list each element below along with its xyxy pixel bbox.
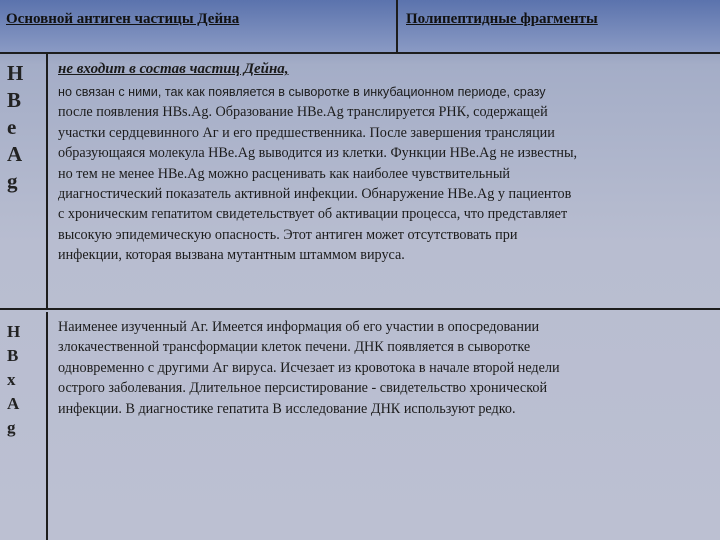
text-line: образующаяся молекула HBe.Ag выводится из клетки. Функции HBe.Ag не известны,	[58, 145, 578, 162]
label-letter: B	[7, 346, 19, 365]
text-line: диагностический показатель активной инфекции. Обнаружение HBe.Ag у пациентов	[58, 186, 572, 203]
hbeag-description	[58, 82, 710, 266]
text-line: злокачественной трансформации клеток печени. ДНК появляется в сыворотке	[58, 339, 531, 356]
text-line: Наименее изученный Аг. Имеется информация об его участии в опосредовании	[58, 319, 540, 335]
label-letter: e	[7, 115, 17, 139]
label-letter: x	[7, 370, 16, 389]
hbeag-subheading: не входит в состав частиц Дейна,	[58, 61, 289, 77]
row-label-cell	[0, 312, 48, 540]
label-letter: A	[7, 142, 23, 166]
table-header-row	[0, 0, 720, 54]
label-letter: A	[7, 394, 20, 413]
text-line: одновременно с другими Аг вируса. Исчезает из кровотока в начале второй недели	[58, 359, 560, 376]
row-content-hbeag	[58, 60, 710, 266]
text-line: острого заболевания. Длительное персистирование - свидетельство хронической	[58, 380, 548, 397]
table-row-hbxag	[0, 312, 720, 540]
hbxag-description	[58, 317, 710, 419]
text-line: участки сердцевинного Аг и его предшественника. После завершения трансляции	[58, 124, 555, 141]
row-label-cell	[0, 54, 48, 308]
row-content-hbxag	[58, 317, 710, 419]
row-label-hbeag	[7, 60, 23, 195]
text-line: инфекции, которая вызвана мутантным штаммом вируса.	[58, 247, 405, 264]
text-line: высокую эпидемическую опасность. Этот антиген может отсутствовать при	[58, 226, 518, 243]
text-line: но тем не менее HBe.Ag можно расценивать как наиболее чувствительный	[58, 165, 510, 182]
label-letter: B	[7, 88, 22, 112]
header-fragments-title: Полипептидные фрагменты	[406, 11, 598, 27]
table-row-hbeag	[0, 54, 720, 310]
header-antigen-title: Основной антиген частицы Дейна	[6, 11, 240, 27]
label-letter: g	[7, 418, 16, 437]
header-cell-antigen	[0, 0, 398, 52]
header-cell-fragments	[398, 0, 720, 52]
label-letter: H	[7, 61, 24, 85]
label-letter: g	[7, 169, 18, 193]
text-line: инфекции. В диагностике гепатита В исследование ДНК используют редко.	[58, 400, 516, 417]
text-line: после появления HBs.Ag. Образование HBe.Ag транслируется РНК, содержащей	[58, 104, 548, 121]
row-label-hbxag	[7, 320, 20, 440]
label-letter: H	[7, 322, 21, 341]
text-line: но связан с ними, так как появляется в сыворотке в инкубационном периоде, сразу	[58, 85, 546, 99]
text-line: с хроническим гепатитом свидетельствует об активации процесса, что представляет	[58, 206, 568, 223]
